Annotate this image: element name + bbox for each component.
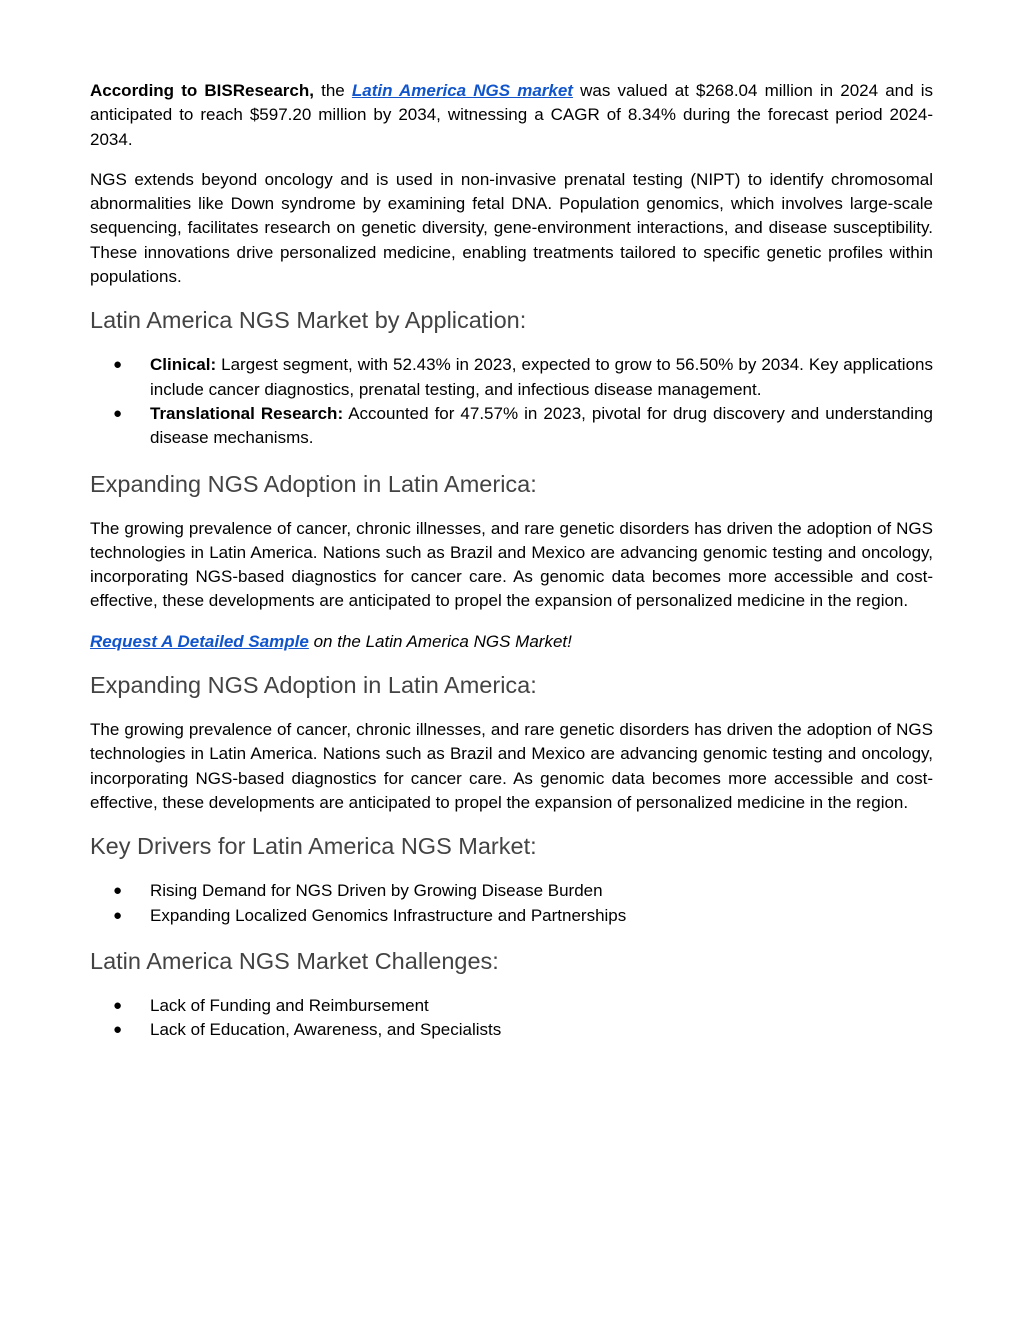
market-report-link[interactable]: Latin America NGS market	[351, 81, 573, 100]
challenges-item-text: Lack of Funding and Reimbursement	[150, 995, 429, 1015]
application-list	[90, 353, 933, 450]
application-item-text: Accounted for 47.57% in 2023, pivotal for drug discovery and understanding disease mechanisms.	[150, 403, 933, 448]
adoption-paragraph-1: The growing prevalence of cancer, chronic illnesses, and rare genetic disorders has driven the adoption of NGS technologies in Latin America. Nations such as Brazil and Mexico are advancing genomic testing and oncology, incorporating NGS-based diagnostics for cancer care. As genomic data becomes more accessible and cost-effective, these developments are anticipated to propel the expansion of personalized medicine in the region.	[90, 518, 933, 611]
sample-request-line	[90, 630, 933, 654]
ngs-overview-paragraph: NGS extends beyond oncology and is used in non-invasive prenatal testing (NIPT) to identify chromosomal abnormalities like Down syndrome by examining fetal DNA. Population genomics, which involves large-scale sequencing, facilitates research on genetic diversity, gene-environment interactions, and disease susceptibility. These innovations drive personalized medicine, enabling treatments tailored to specific genetic profiles within populations.	[90, 169, 933, 287]
adoption-heading-2: Expanding NGS Adoption in Latin America:	[90, 672, 537, 699]
bullet-icon: ●	[113, 882, 123, 900]
application-item-clinical	[90, 353, 933, 402]
adoption-paragraph-2: The growing prevalence of cancer, chronic illnesses, and rare genetic disorders has driven the adoption of NGS technologies in Latin America. Nations such as Brazil and Mexico are advancing genomic testing and oncology, incorporating NGS-based diagnostics for cancer care. As genomic data becomes more accessible and cost-effective, these developments are anticipated to propel the expansion of personalized medicine in the region.	[90, 720, 933, 812]
adoption-heading-1: Expanding NGS Adoption in Latin America:	[90, 470, 537, 497]
drivers-heading: Key Drivers for Latin America NGS Market:	[90, 833, 537, 860]
bullet-icon: ●	[113, 996, 123, 1014]
drivers-list	[90, 879, 933, 928]
challenges-list	[90, 994, 933, 1043]
drivers-item	[90, 904, 933, 928]
sample-request-text: on the Latin America NGS Market!	[313, 631, 572, 651]
drivers-item	[90, 879, 933, 903]
intro-the: the	[321, 81, 345, 100]
application-item-text: Largest segment, with 52.43% in 2023, expected to grow to 56.50% by 2034. Key applications include cancer diagnostics, prenatal testing, and infectious disease management.	[150, 355, 933, 399]
application-item-label: Clinical:	[150, 355, 217, 375]
application-item-label: Translational Research:	[150, 403, 344, 423]
bullet-icon: ●	[113, 356, 123, 374]
intro-rest: was valued at $268.04 million in 2024 and is anticipated to reach $597.20 million by 2034, witnessing a CAGR of 8.34% during the forecast period 2024-2034.	[90, 81, 933, 149]
challenges-item	[90, 1018, 933, 1042]
challenges-heading: Latin America NGS Market Challenges:	[90, 947, 499, 974]
bullet-icon: ●	[113, 404, 123, 422]
challenges-item	[90, 994, 933, 1018]
challenges-item-text: Lack of Education, Awareness, and Specialists	[150, 1020, 502, 1040]
bullet-icon: ●	[113, 906, 123, 924]
intro-paragraph	[90, 79, 933, 152]
intro-lead-bold: According to BISResearch,	[90, 81, 314, 100]
drivers-item-text: Expanding Localized Genomics Infrastructure and Partnerships	[150, 905, 627, 925]
bullet-icon: ●	[113, 1021, 123, 1039]
application-heading: Latin America NGS Market by Application:	[90, 307, 527, 334]
document-page	[90, 79, 933, 1060]
request-sample-link[interactable]: Request A Detailed Sample	[90, 631, 309, 651]
drivers-item-text: Rising Demand for NGS Driven by Growing Disease Burden	[150, 881, 603, 901]
application-item-translational	[90, 402, 933, 451]
